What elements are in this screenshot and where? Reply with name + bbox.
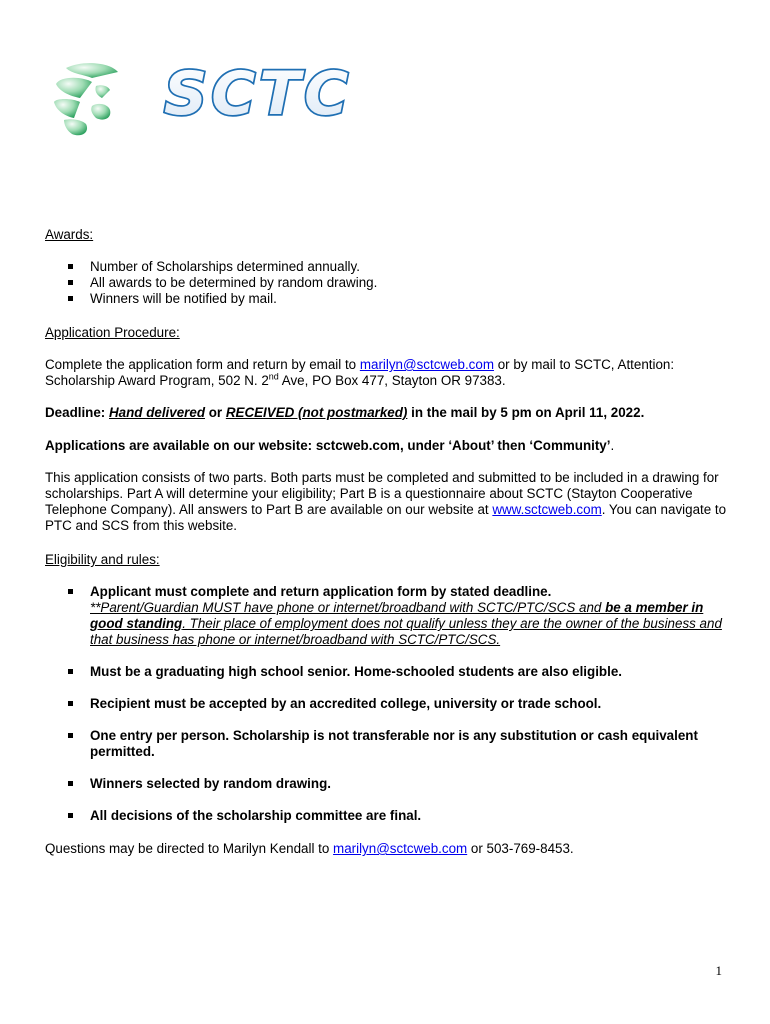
rule-deadline: Applicant must complete and return application form by stated deadline. <box>90 584 552 599</box>
parts-text-end: . You can navigate to PTC and SCS from this website. <box>45 502 727 533</box>
logo-text: SCTC <box>164 59 352 129</box>
deadline-hand-delivered: Hand delivered <box>109 405 205 420</box>
awards-item: All awards to be determined by random drawing. <box>45 275 735 291</box>
rule-note-member: be a member in good standing <box>90 600 704 631</box>
awards-item: Number of Scholarships determined annually. <box>45 259 735 275</box>
deadline-received: RECEIVED (not postmarked) <box>225 405 408 420</box>
eligibility-heading: Eligibility and rules: <box>45 552 160 567</box>
sctc-logo <box>52 58 352 140</box>
website-notice-text: Applications are available on our website: sctcweb.com, under ‘About’ then ‘Community’ <box>45 438 611 453</box>
rule-note-start: **Parent/Guardian MUST have phone or internet/broadband with SCTC/PTC/SCS and <box>90 600 606 615</box>
procedure-text-start: Complete the application form and return by email to <box>45 357 360 372</box>
questions-text-end: or 503-769-8453. <box>467 841 574 856</box>
eligibility-rule: Must be a graduating high school senior. Home-schooled students are also eligible. <box>45 664 735 680</box>
website-notice-period: . <box>610 438 615 453</box>
page-number: 1 <box>715 963 722 978</box>
procedure-text-end: Ave, PO Box 477, Stayton OR 97383. <box>278 373 506 388</box>
awards-heading: Awards: <box>45 227 94 242</box>
rule-note-end: . Their place of employment does not qualify unless they are the owner of the business and that business has phone or internet/broadband with SCTC/PTC/SCS. <box>90 616 722 647</box>
procedure-text <box>45 357 735 389</box>
eligibility-rule: Recipient must be accepted by an accredited college, university or trade school. <box>45 696 735 712</box>
ordinal-suffix: nd <box>268 371 279 382</box>
website-link[interactable]: www.sctcweb.com <box>492 502 602 517</box>
parts-text-start: This application consists of two parts. Both parts must be completed and submitted to be included in a drawing for scholarships. Part A will determine your eligibility; Part B is a questionnaire about SCTC (Stayton Cooperative Telephone Company). All answers to Part B are available on our website at <box>45 470 719 517</box>
deadline-date: in the mail by 5 pm on April 11, 2022 <box>407 405 641 420</box>
questions-text-start: Questions may be directed to Marilyn Kendall to <box>45 841 334 856</box>
email-link[interactable]: marilyn@sctcweb.com <box>359 357 494 372</box>
globe-icon <box>54 63 118 135</box>
eligibility-rule: One entry per person. Scholarship is not transferable nor is any substitution or cash equivalent permitted. <box>45 728 735 760</box>
deadline-or: or <box>205 405 226 420</box>
eligibility-list <box>45 584 735 824</box>
document-body <box>45 227 735 857</box>
questions-line <box>45 841 735 857</box>
parts-paragraph <box>45 470 735 534</box>
deadline-label: Deadline: <box>45 405 109 420</box>
procedure-text-middle: or by mail to SCTC, Attention: Scholarship Award Program, 502 N. 2 <box>45 357 675 388</box>
awards-item: Winners will be notified by mail. <box>45 291 735 307</box>
procedure-heading: Application Procedure: <box>45 325 180 340</box>
questions-email-link[interactable]: marilyn@sctcweb.com <box>333 841 468 856</box>
eligibility-rule <box>45 584 735 648</box>
deadline-period: . <box>640 405 645 420</box>
eligibility-rule: Winners selected by random drawing. <box>45 776 735 792</box>
deadline-line <box>45 405 735 421</box>
awards-list <box>45 259 735 307</box>
website-notice <box>45 438 735 454</box>
eligibility-rule: All decisions of the scholarship committee are final. <box>45 808 735 824</box>
